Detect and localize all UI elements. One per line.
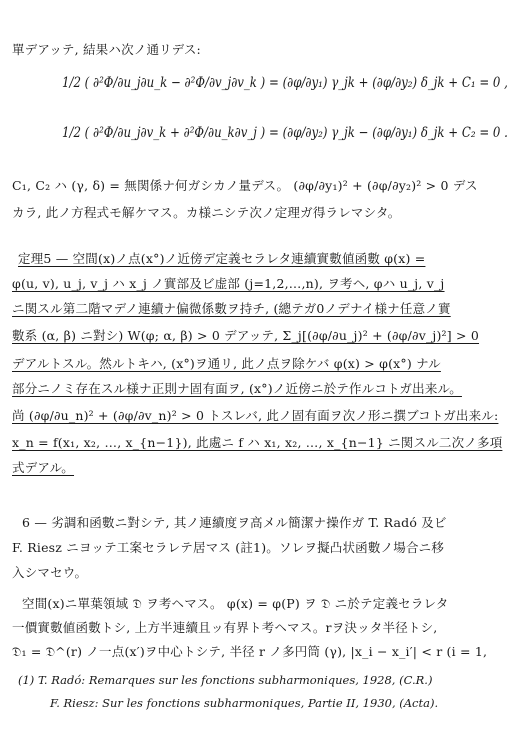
section6-line-3: 入シマセウ。	[12, 565, 88, 580]
theorem-line-5: デアルトスル。然ルトキハ, (x°)ヲ通リ, 此ノ点ヲ除ケバ φ(x) > φ(x°) ナル	[12, 356, 441, 371]
theorem-line-2: φ(u, v), u_j, v_j ハ x_j ノ實部及ビ虚部 (j=1,2,…,n), ヲ考ヘ, φハ u_j, v_j	[12, 276, 445, 291]
theorem-line-3: ニ関スル第二階マデノ連續ナ偏微係數ヲ持チ, (總テガ0ノデナイ様ナ任意ノ實	[12, 301, 451, 316]
para1-line-1: C₁, C₂ ハ (γ, δ) = 無関係ナ何ガシカノ量デス。 (∂φ/∂y₁)² + (∂φ/∂y₂)² > 0 デス	[12, 178, 478, 193]
para2-line-2: 一價實數値函數トシ, 上方半連續且ッ有界ト考ヘマス。rヲ決ッタ半径トシ,	[12, 620, 438, 635]
equation-2: 1/2 ( ∂²Φ/∂u_j∂v_k + ∂²Φ/∂u_k∂v_j ) = (∂φ/∂y₂) γ_jk − (∂φ/∂y₁) δ_jk + C₂ = 0 .	[62, 125, 508, 141]
section6-line-2: F. Riesz ニヨッテ工案セラレテ居マス (註1)。ソレヲ擬凸状函數ノ場合ニ移	[12, 540, 445, 555]
theorem-line-1: 定理5 — 空間(x)ノ点(x°)ノ近傍デ定義セラレタ連續實數値函數 φ(x) =	[18, 251, 426, 266]
para1-line-2: カラ, 此ノ方程式モ解ケマス。カ様ニシテ次ノ定理ガ得ラレマシタ。	[12, 205, 401, 220]
equation-1: 1/2 ( ∂²Φ/∂u_j∂u_k − ∂²Φ/∂v_j∂v_k ) = (∂φ/∂y₁) γ_jk + (∂φ/∂y₂) δ_jk + C₁ = 0 ,	[62, 75, 508, 91]
theorem-line-6: 部分ニノミ存在スル様ナ正則ナ固有面ヲ, (x°)ノ近傍ニ於テ作ルコトガ出来ル。	[12, 381, 462, 396]
intro-line: 單デアッテ, 結果ハ次ノ通リデス:	[12, 42, 201, 57]
theorem-line-4: 數系 (α, β) ニ對シ) W(φ; α, β) > 0 デアッテ, Σ_j[(∂φ/∂u_j)² + (∂φ/∂v_j)²] > 0	[12, 328, 480, 343]
footnote-2: F. Riesz: Sur les fonctions subharmoniques, Partie II, 1930, (Acta).	[50, 696, 439, 710]
section6-line-1: 6 — 劣調和函數ニ對シテ, 其ノ連續度ヲ高メル簡潔ナ操作ガ T. Radó 及ビ	[22, 515, 447, 530]
footnote-1: (1) T. Radó: Remarques sur les fonctions subharmoniques, 1928, (C.R.)	[18, 673, 433, 687]
theorem-line-7: 尚 (∂φ/∂u_n)² + (∂φ/∂v_n)² > 0 トスレバ, 此ノ固有面ヲ次ノ形ニ撰ブコトガ出来ル:	[12, 408, 499, 423]
theorem-line-8: x_n = f(x₁, x₂, …, x_{n−1}), 此處ニ f ハ x₁, x₂, …, x_{n−1} ニ関スル二次ノ多項	[12, 435, 503, 450]
theorem-line-9: 式デアル。	[12, 460, 75, 475]
para2-line-3: 𝔇₁ = 𝔇^(r) ノ一点(x′)ヲ中心トシテ, 半径 r ノ多円筒 (γ), |x_i − x_i′| < r (i = 1,	[12, 644, 488, 659]
para2-line-1: 空間(x)ニ單葉領域 𝔇 ヲ考ヘマス。 φ(x) = φ(P) ヲ 𝔇 ニ於テ定義セラレタ	[22, 596, 449, 611]
